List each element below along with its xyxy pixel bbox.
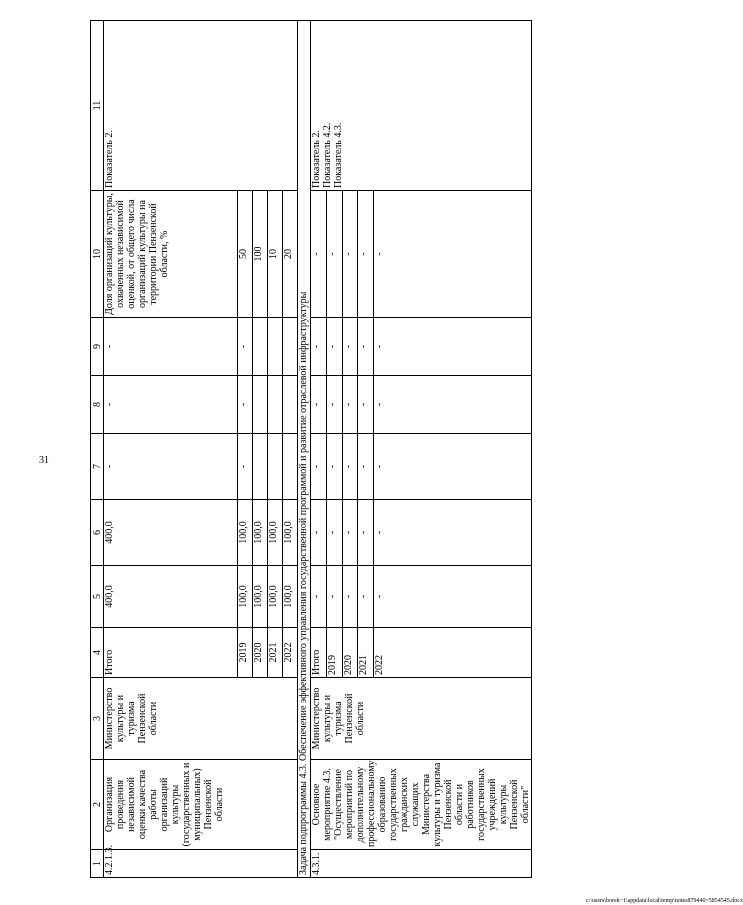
program-activities-table <box>90 20 532 878</box>
funding-regional: - <box>326 500 342 566</box>
year: 2019 <box>238 628 253 678</box>
funding-total: - <box>342 566 358 628</box>
column-number: 8 <box>91 376 104 434</box>
section-heading-row <box>298 21 311 878</box>
funding-other: - <box>238 318 253 376</box>
funding-local: - <box>104 376 238 434</box>
funding-other: - <box>326 318 342 376</box>
indicator-ref: Показатель 4.3. <box>333 122 344 188</box>
funding-local: - <box>342 376 358 434</box>
funding-local: - <box>358 376 374 434</box>
year: Итого <box>311 628 327 678</box>
column-number: 1 <box>91 850 104 878</box>
funding-total: - <box>326 566 342 628</box>
year: 2019 <box>326 628 342 678</box>
funding-regional: 400,0 <box>104 500 238 566</box>
funding-federal: - <box>342 434 358 500</box>
indicator-value: - <box>358 191 374 318</box>
column-number: 10 <box>91 191 104 318</box>
funding-total: 400,0 <box>104 566 238 628</box>
activity-number: 4.2.1.3. <box>104 850 298 878</box>
funding-federal: - <box>358 434 374 500</box>
section-title: Задача подпрограммы 4.3. Обеспечение эффективного управления государственной программой и развитие отраслевой инфраструктуры <box>298 21 311 878</box>
funding-total: 100,0 <box>283 566 298 628</box>
funding-total: - <box>374 566 532 628</box>
page-number: 31 <box>39 455 49 466</box>
column-number: 5 <box>91 566 104 628</box>
funding-other: - <box>374 318 532 376</box>
funding-federal: - <box>104 434 238 500</box>
funding-federal: - <box>311 434 327 500</box>
year: 2020 <box>342 628 358 678</box>
activity-name: Организация проведения независимой оценки качества работы организаций культуры (государственных и муниципальных) Пензенской области <box>104 760 298 850</box>
indicator-ref: Показатель 2. <box>104 21 298 191</box>
funding-total: 100,0 <box>268 566 283 628</box>
funding-local <box>268 376 283 434</box>
funding-other <box>268 318 283 376</box>
funding-total: - <box>358 566 374 628</box>
table-row <box>104 21 238 878</box>
funding-regional: - <box>311 500 327 566</box>
column-number: 11 <box>91 21 104 191</box>
funding-other: - <box>342 318 358 376</box>
indicator-name: Доля организаций культуры, охваченных независимой оценкой, от общего числа организаций культуры на территории Пензенской области, % <box>104 191 238 318</box>
funding-total: 100,0 <box>253 566 268 628</box>
funding-local: - <box>238 376 253 434</box>
funding-regional: 100,0 <box>253 500 268 566</box>
funding-federal <box>268 434 283 500</box>
indicator-value: - <box>342 191 358 318</box>
year: 2021 <box>268 628 283 678</box>
indicator-value: 50 <box>238 191 253 318</box>
funding-local <box>283 376 298 434</box>
funding-federal: - <box>238 434 253 500</box>
funding-regional: 100,0 <box>283 500 298 566</box>
funding-local: - <box>326 376 342 434</box>
funding-regional: - <box>358 500 374 566</box>
funding-other <box>253 318 268 376</box>
executor: Министерство культуры и туризма Пензенской области <box>104 678 298 760</box>
year: 2022 <box>283 628 298 678</box>
funding-regional: 100,0 <box>268 500 283 566</box>
funding-federal: - <box>326 434 342 500</box>
column-number-row <box>91 21 104 878</box>
activity-name: Основное мероприятие 4.3. "Осуществление мероприятий по дополнительному профессиональному образованию государственных гражданских служащих Министерства культуры и туризма Пензенской области и работников государственных учреждений культуры Пензенской области" <box>311 760 532 850</box>
activity-number: 4.3.1. <box>311 850 532 878</box>
indicator-value: - <box>374 191 532 318</box>
funding-federal <box>253 434 268 500</box>
indicator-ref: Показатель 4.2. <box>322 122 333 188</box>
indicator-value: 20 <box>283 191 298 318</box>
year: Итого <box>104 628 238 678</box>
file-path-footer: c:\users\borek~1\appdata\local\temp\notes879440~5854545.docx <box>586 898 743 904</box>
indicator-value: - <box>311 191 327 318</box>
indicator-value: 100 <box>253 191 268 318</box>
indicator-value: - <box>326 191 342 318</box>
indicator-refs <box>311 21 532 191</box>
funding-total: - <box>311 566 327 628</box>
column-number: 7 <box>91 434 104 500</box>
column-number: 2 <box>91 760 104 850</box>
funding-federal: - <box>374 434 532 500</box>
funding-other: - <box>104 318 238 376</box>
funding-regional: - <box>342 500 358 566</box>
executor: Министерство культуры и туризма Пензенской области <box>311 678 532 760</box>
funding-regional: - <box>374 500 532 566</box>
column-number: 3 <box>91 678 104 760</box>
funding-other <box>283 318 298 376</box>
year: 2021 <box>358 628 374 678</box>
year: 2022 <box>374 628 532 678</box>
indicator-ref: Показатель 2. <box>311 130 322 188</box>
funding-local: - <box>311 376 327 434</box>
funding-other: - <box>311 318 327 376</box>
funding-local: - <box>374 376 532 434</box>
funding-federal <box>283 434 298 500</box>
table-row <box>311 21 327 878</box>
funding-local <box>253 376 268 434</box>
funding-regional: 100,0 <box>238 500 253 566</box>
indicator-value: 10 <box>268 191 283 318</box>
column-number: 4 <box>91 628 104 678</box>
column-number: 6 <box>91 500 104 566</box>
funding-other: - <box>358 318 374 376</box>
column-number: 9 <box>91 318 104 376</box>
year: 2020 <box>253 628 268 678</box>
funding-total: 100,0 <box>238 566 253 628</box>
